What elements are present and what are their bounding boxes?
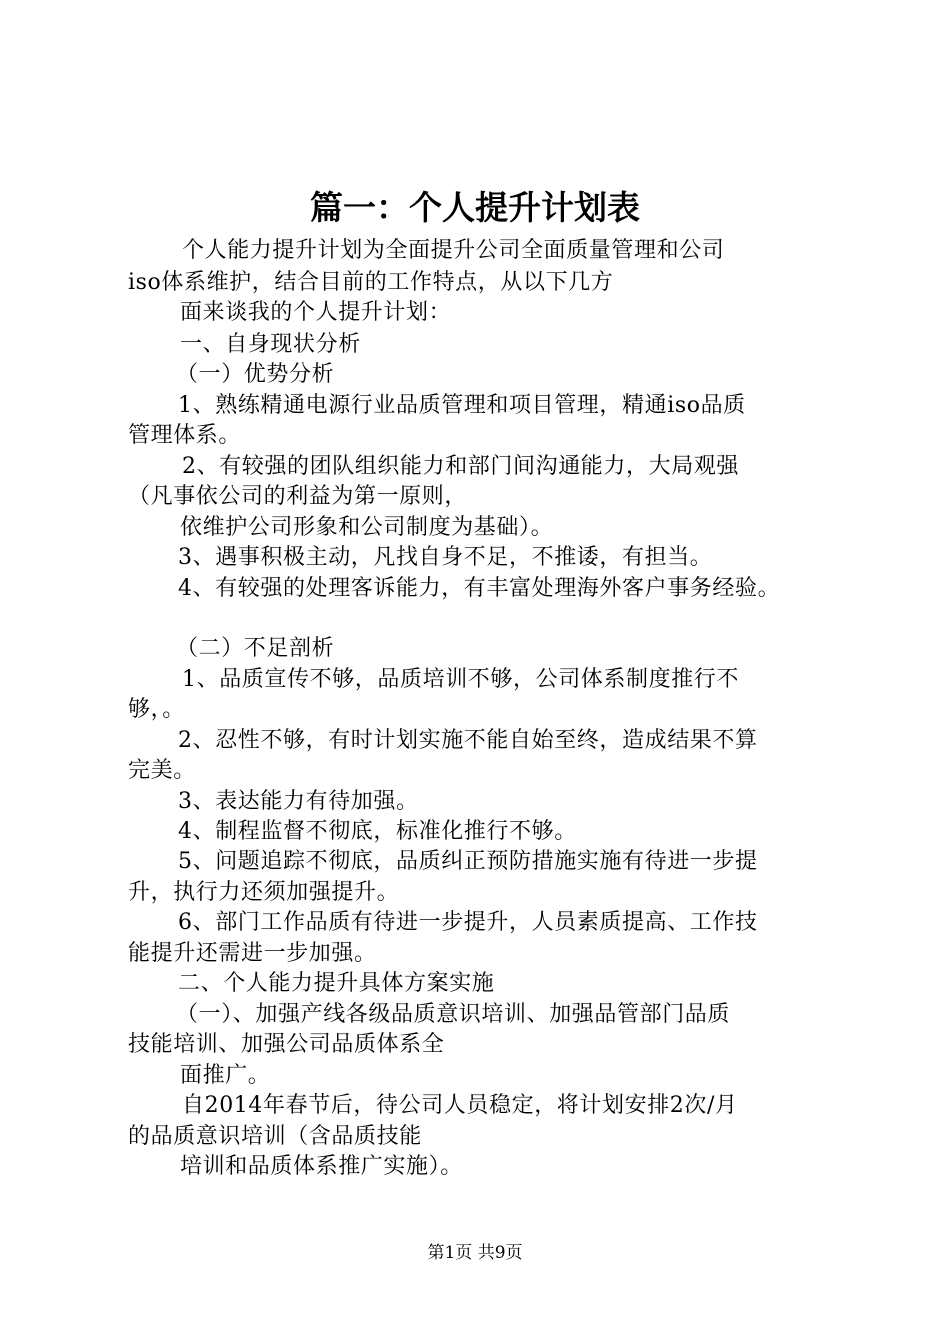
paragraph-line: 培训和品质体系推广实施）。 bbox=[180, 1154, 463, 1179]
paragraph-line: 1、熟练精通电源行业品质管理和项目管理，精通iso品质 bbox=[178, 393, 746, 418]
paragraph-line: 5、问题追踪不彻底，品质纠正预防措施实施有待进一步提 bbox=[178, 849, 758, 874]
paragraph-line: 3、表达能力有待加强。 bbox=[178, 789, 419, 814]
subsection-heading: （一）优势分析 bbox=[176, 362, 335, 387]
paragraph-line: 升，执行力还须加强提升。 bbox=[128, 880, 400, 905]
paragraph-line: 6、部门工作品质有待进一步提升，人员素质提高、工作技 bbox=[178, 910, 758, 935]
paragraph-line: 够，。 bbox=[128, 697, 185, 722]
paragraph-line: 4、制程监督不彻底，标准化推行不够。 bbox=[178, 819, 577, 844]
paragraph-line: 依维护公司形象和公司制度为基础）。 bbox=[180, 515, 554, 540]
paragraph-line: 管理体系。 bbox=[128, 423, 242, 448]
paragraph-line: 自2014年春节后，待公司人员稳定，将计划安排2次/月 bbox=[182, 1093, 738, 1118]
paragraph-line: 完美。 bbox=[128, 758, 196, 783]
section-heading: 一、自身现状分析 bbox=[180, 332, 361, 357]
paragraph-line: 4、有较强的处理客诉能力，有丰富处理海外客户事务经验。 bbox=[178, 576, 781, 601]
paragraph-line: 2、忍性不够，有时计划实施不能自始至终，造成结果不算 bbox=[178, 728, 758, 753]
paragraph-line: 的品质意识培训（含品质技能 bbox=[128, 1124, 422, 1149]
document-title: 篇一：个人提升计划表 bbox=[310, 188, 640, 227]
paragraph-line: 1、品质宣传不够，品质培训不够，公司体系制度推行不 bbox=[182, 667, 739, 692]
paragraph-line: （凡事依公司的利益为第一原则， bbox=[128, 484, 468, 509]
paragraph-line: 能提升还需进一步加强。 bbox=[128, 941, 377, 966]
paragraph-line: 面来谈我的个人提升计划： bbox=[180, 300, 452, 325]
paragraph-line: 2、有较强的团队组织能力和部门间沟通能力，大局观强 bbox=[182, 454, 739, 479]
subsection-heading: （二）不足剖析 bbox=[176, 636, 335, 661]
paragraph-line: （一）、加强产线各级品质意识培训、加强品管部门品质 bbox=[176, 1002, 731, 1027]
paragraph-line: 个人能力提升计划为全面提升公司全面质量管理和公司 bbox=[182, 238, 725, 263]
paragraph-line: iso体系维护，结合目前的工作特点，从以下几方 bbox=[128, 270, 614, 295]
paragraph-line: 3、遇事积极主动，凡找自身不足，不推诿，有担当。 bbox=[178, 545, 713, 570]
paragraph-line: 面推广。 bbox=[180, 1063, 271, 1088]
section-heading: 二、个人能力提升具体方案实施 bbox=[178, 971, 495, 996]
page-number: 第1页 共9页 bbox=[427, 1243, 523, 1263]
paragraph-line: 技能培训、加强公司品质体系全 bbox=[128, 1032, 445, 1057]
